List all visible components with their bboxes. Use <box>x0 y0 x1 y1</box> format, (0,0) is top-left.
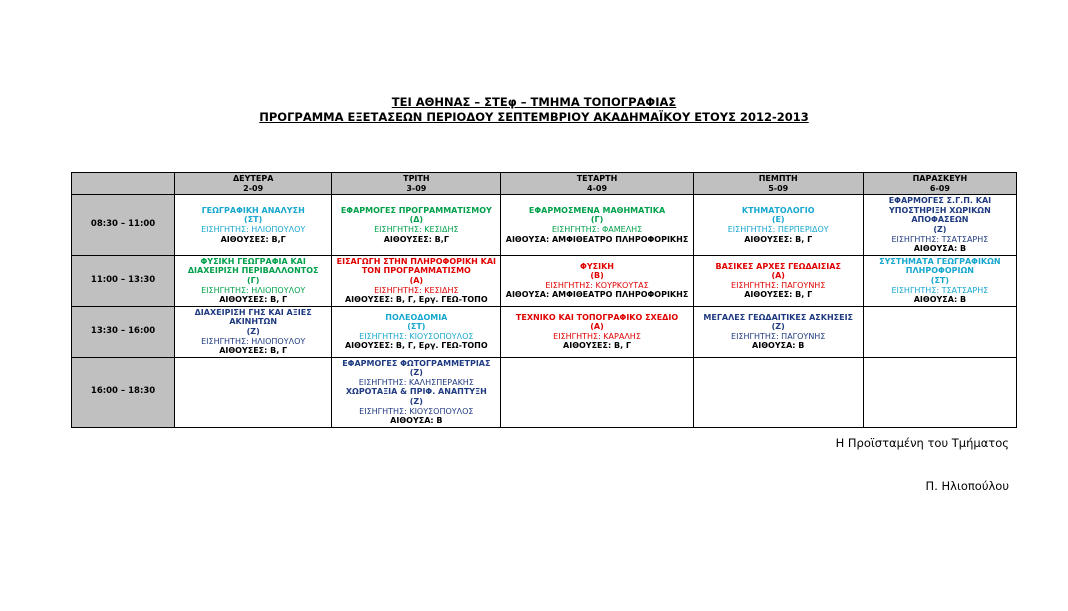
exam-room: ΑΙΘΟΥΣΑ: Β <box>390 416 443 426</box>
exam-professor: ΕΙΣΗΓΗΤΗΣ: ΠΑΓΟΥΝΗΣ <box>731 280 826 290</box>
day-header: ΠΑΡΑΣΚΕΥΗ 6-09 <box>863 173 1016 195</box>
exam-subject: ΠΟΛΕΟΔΟΜΙΑ <box>385 312 448 322</box>
exam-subject: ΒΑΣΙΚΕΣ ΑΡΧΕΣ ΓΕΩΔΑΙΣΙΑΣ <box>715 261 841 271</box>
signature-name: Π. Ηλιοπούλου <box>925 479 1009 493</box>
exam-room: ΑΙΘΟΥΣΕΣ: Β, Γ <box>219 295 288 305</box>
exam-semester: (Γ) <box>590 215 604 225</box>
exam-cell <box>863 306 1016 357</box>
exam-professor: ΕΙΣΗΓΗΤΗΣ: ΚΑΡΑΛΗΣ <box>553 331 641 341</box>
exam-professor: ΕΙΣΗΓΗΤΗΣ: ΚΑΛΗΣΠΕΡΑΚΗΣ <box>358 377 474 387</box>
exam-room: ΑΙΘΟΥΣΑ: Β <box>913 244 967 254</box>
exam-subject: ΕΦΑΡΜΟΓΕΣ Σ.Γ.Π. ΚΑΙ ΥΠΟΣΤΗΡΙΞΗ ΧΩΡΙΚΩΝ ΑΠΟΦΑΣΕΩΝ <box>888 196 992 225</box>
exam-subject: ΤΕΧΝΙΚΟ ΚΑΙ ΤΟΠΟΓΡΑΦΙΚΟ ΣΧΕΔΙΟ <box>515 312 679 322</box>
exam-semester: (Α) <box>409 275 424 285</box>
exam-subject: ΕΦΑΡΜΟΓΕΣ ΠΡΟΓΡΑΜΜΑΤΙΣΜΟΥ <box>340 205 492 215</box>
exam-semester: (ΣΤ) <box>930 275 950 285</box>
exam-semester: (Ζ) <box>933 224 947 234</box>
exam-room: ΑΙΘΟΥΣΕΣ: Β, Γ <box>563 341 631 351</box>
exam-room: ΑΙΘΟΥΣΑ: Β <box>913 295 967 305</box>
timeslot-row <box>72 357 1017 427</box>
exam-cell <box>863 195 1016 256</box>
exam-room: ΑΙΘΟΥΣΕΣ: Β, Γ, Εργ. ΓΕΩ-ΤΟΠΟ <box>344 295 488 305</box>
exam-professor: ΕΙΣΗΓΗΤΗΣ: ΗΛΙΟΠΟΥΛΟΥ <box>201 285 306 295</box>
exam-room: ΑΙΘΟΥΣΑ: ΑΜΦΙΘΕΑΤΡΟ ΠΛΗΡΟΦΟΡΙΚΗΣ <box>505 234 689 244</box>
exam-subject: ΕΦΑΡΜΟΣΜΕΝΑ ΜΑΘΗΜΑΤΙΚΑ <box>528 205 666 215</box>
timeslot-label: 08:30 – 11:00 <box>72 195 175 256</box>
exam-room: ΑΙΘΟΥΣΕΣ: Β, Γ <box>219 346 288 356</box>
day-header: ΤΕΤΑΡΤΗ 4-09 <box>501 173 693 195</box>
exam-subject: ΔΙΑΧΕΙΡΙΣΗ ΓΗΣ ΚΑΙ ΑΞΙΕΣ ΑΚΙΝΗΤΩΝ <box>194 307 312 327</box>
exam-cell <box>693 306 863 357</box>
exam-professor: ΕΙΣΗΓΗΤΗΣ: ΠΕΡΠΕΡΙΔΟΥ <box>727 224 829 234</box>
exam-room: ΑΙΘΟΥΣΑ: ΑΜΦΙΘΕΑΤΡΟ ΠΛΗΡΟΦΟΡΙΚΗΣ <box>505 290 689 300</box>
timeslot-label: 13:30 – 16:00 <box>72 306 175 357</box>
exam-cell <box>863 357 1016 427</box>
exam-cell <box>501 357 693 427</box>
exam-subject: ΕΦΑΡΜΟΓΕΣ ΦΩΤΟΓΡΑΜΜΕΤΡΙΑΣ <box>342 358 491 368</box>
exam-cell <box>501 195 693 256</box>
exam-semester: (Α) <box>590 322 604 332</box>
exam-room: ΑΙΘΟΥΣΑ: Β <box>752 341 805 351</box>
exam-professor: ΕΙΣΗΓΗΤΗΣ: ΗΛΙΟΠΟΥΛΟΥ <box>201 224 306 234</box>
exam-professor: ΕΙΣΗΓΗΤΗΣ: ΦΑΜΕΛΗΣ <box>551 224 643 234</box>
timeslot-label: 11:00 – 13:30 <box>72 255 175 306</box>
exam-professor: ΕΙΣΗΓΗΤΗΣ: ΤΣΑΤΣΑΡΗΣ <box>891 285 989 295</box>
exam-cell <box>175 195 332 256</box>
exam-cell <box>693 195 863 256</box>
day-header: ΔΕΥΤΕΡΑ 2-09 <box>175 173 332 195</box>
timeslot-row <box>72 306 1017 357</box>
exam-cell <box>332 255 501 306</box>
exam-semester: (Ζ) <box>246 326 260 336</box>
document-title: ΤΕΙ ΑΘΗΝΑΣ – ΣΤΕφ – ΤΜΗΜΑ ΤΟΠΟΓΡΑΦΙΑΣ <box>391 95 677 109</box>
exam-subject: ΕΙΣΑΓΩΓΗ ΣΤΗΝ ΠΛΗΡΟΦΟΡΙΚΗ ΚΑΙ ΤΟΝ ΠΡΟΓΡΑΜΜΑΤΙΣΜΟ <box>336 256 497 276</box>
exam-cell <box>175 357 332 427</box>
exam-semester: (Γ) <box>246 275 260 285</box>
exam-professor: ΕΙΣΗΓΗΤΗΣ: ΤΣΑΤΣΑΡΗΣ <box>891 234 989 244</box>
exam-professor: ΕΙΣΗΓΗΤΗΣ: ΚΙΟΥΣΟΠΟΥΛΟΣ <box>359 406 474 416</box>
exam-cell <box>693 255 863 306</box>
exam-cell <box>693 357 863 427</box>
exam-room: ΑΙΘΟΥΣΕΣ: Β,Γ <box>383 234 449 244</box>
exam-subject: ΜΕΓΑΛΕΣ ΓΕΩΔΑΙΤΙΚΕΣ ΑΣΚΗΣΕΙΣ <box>703 312 854 322</box>
day-header: ΤΡΙΤΗ 3-09 <box>332 173 501 195</box>
exam-professor: ΕΙΣΗΓΗΤΗΣ: ΠΑΓΟΥΝΗΣ <box>731 331 826 341</box>
exam-subject: ΧΩΡΟΤΑΞΙΑ & ΠΡΙΦ. ΑΝΑΠΤΥΞΗ <box>345 387 487 397</box>
exam-cell <box>501 306 693 357</box>
exam-semester: (ΣΤ) <box>244 215 263 225</box>
timeslot-row <box>72 255 1017 306</box>
exam-cell <box>175 255 332 306</box>
exam-professor: ΕΙΣΗΓΗΤΗΣ: ΚΕΣΙΔΗΣ <box>374 224 459 234</box>
exam-professor: ΕΙΣΗΓΗΤΗΣ: ΚΕΣΙΔΗΣ <box>374 285 459 295</box>
exam-room: ΑΙΘΟΥΣΕΣ: Β, Γ, Εργ. ΓΕΩ-ΤΟΠΟ <box>344 341 488 351</box>
days-header-row <box>72 173 1017 195</box>
exam-subject: ΣΥΣΤΗΜΑΤΑ ΓΕΩΓΡΑΦΙΚΩΝ ΠΛΗΡΟΦΟΡΙΩΝ <box>879 256 1001 276</box>
exam-cell <box>863 255 1016 306</box>
timeslot-label: 16:00 – 18:30 <box>72 357 175 427</box>
exam-room: ΑΙΘΟΥΣΕΣ: Β, Γ <box>744 234 813 244</box>
exam-semester: (Ε) <box>771 215 785 225</box>
exam-semester: (Δ) <box>409 215 424 225</box>
exam-professor: ΕΙΣΗΓΗΤΗΣ: ΗΛΙΟΠΟΥΛΟΥ <box>201 336 306 346</box>
timeslot-row <box>72 195 1017 256</box>
exam-professor: ΕΙΣΗΓΗΤΗΣ: ΚΟΥΡΚΟΥΤΑΣ <box>545 280 649 290</box>
exam-semester: (Ζ) <box>409 397 423 407</box>
exam-semester: (Ζ) <box>771 322 785 332</box>
corner-cell <box>72 173 175 195</box>
exam-subject: ΓΕΩΓΡΑΦΙΚΗ ΑΝΑΛΥΣΗ <box>201 205 305 215</box>
exam-cell <box>332 306 501 357</box>
exam-professor: ΕΙΣΗΓΗΤΗΣ: ΚΙΟΥΣΟΠΟΥΛΟΣ <box>359 331 474 341</box>
exam-room: ΑΙΘΟΥΣΕΣ: Β, Γ <box>744 290 813 300</box>
document-subtitle: ΠΡΟΓΡΑΜΜΑ ΕΞΕΤΑΣΕΩΝ ΠΕΡΙΟΔΟΥ ΣΕΠΤΕΜΒΡΙΟΥ ΑΚΑΔΗΜΑΪΚΟΥ ΕΤΟΥΣ 2012-2013 <box>259 110 809 124</box>
exam-semester: (Ζ) <box>409 368 423 378</box>
exam-cell <box>332 357 501 427</box>
exam-semester: (Β) <box>590 271 604 281</box>
exam-subject: ΚΤΗΜΑΤΟΛΟΓΙΟ <box>741 205 815 215</box>
exam-subject: ΦΥΣΙΚΗ <box>580 261 614 271</box>
signature-title: Η Προϊσταμένη του Τμήματος <box>835 436 1009 450</box>
exam-room: ΑΙΘΟΥΣΕΣ: Β,Γ <box>220 234 286 244</box>
exam-schedule-table <box>71 172 1017 428</box>
exam-subject: ΦΥΣΙΚΗ ΓΕΩΓΡΑΦΙΑ ΚΑΙ ΔΙΑΧΕΙΡΙΣΗ ΠΕΡΙΒΑΛΛΟΝΤΟΣ <box>187 256 319 276</box>
day-header: ΠΕΜΠΤΗ 5-09 <box>693 173 863 195</box>
exam-cell <box>175 306 332 357</box>
exam-semester: (Α) <box>771 271 785 281</box>
exam-cell <box>332 195 501 256</box>
exam-semester: (ΣΤ) <box>407 322 426 332</box>
exam-cell <box>501 255 693 306</box>
